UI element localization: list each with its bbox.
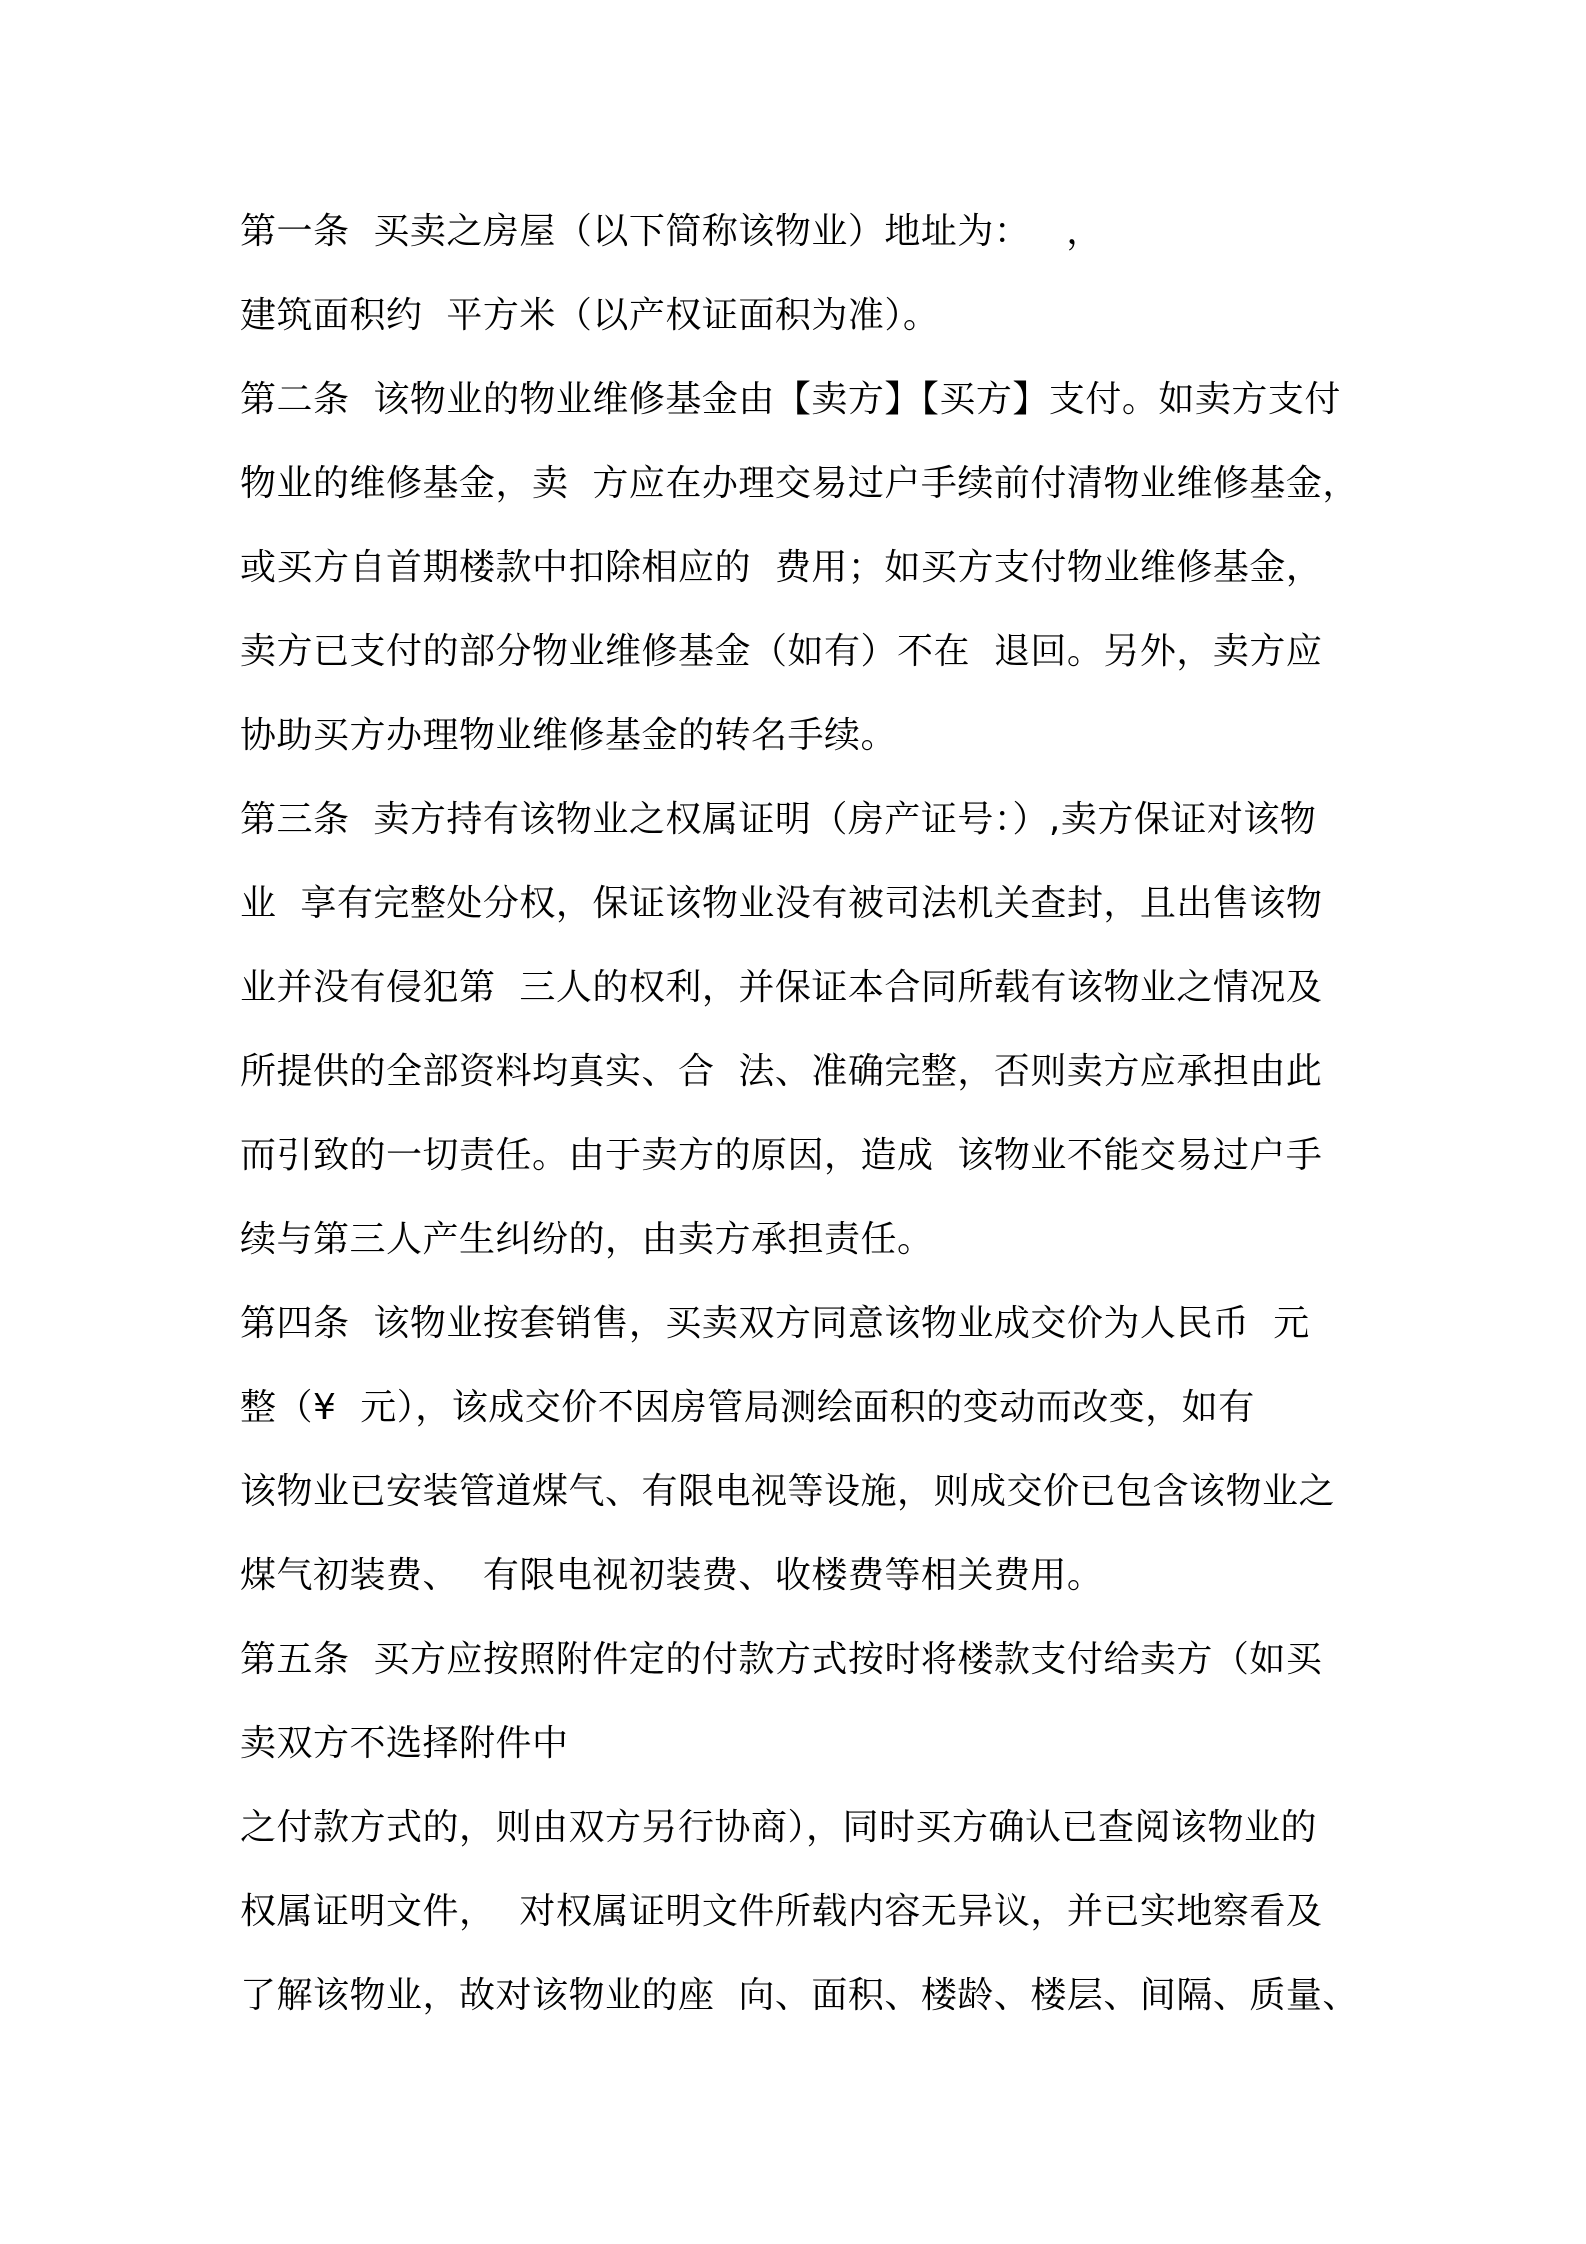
text-line: 所提供的全部资料均真实、合 法、准确完整，否则卖方应承担由此: [240, 1051, 1323, 1092]
text-line: 或买方自首期楼款中扣除相应的 费用；如买方支付物业维修基金，: [240, 547, 1323, 588]
text-line: 第一条 买卖之房屋（以下简称该物业）地址为： ，: [240, 211, 1103, 252]
text-line: 了解该物业，故对该物业的座 向、面积、楼龄、楼层、间隔、质量、: [240, 1975, 1359, 2016]
text-line: 第三条 卖方持有该物业之权属证明（房产证号：）,卖方保证对该物: [240, 799, 1317, 840]
text-line: 业 享有完整处分权，保证该物业没有被司法机关查封，且出售该物: [240, 883, 1323, 924]
text-line: 物业的维修基金，卖 方应在办理交易过户手续前付清物业维修基金，: [240, 463, 1359, 504]
contract-text: [240, 200, 1380, 2048]
text-line: 煤气初装费、 有限电视初装费、收楼费等相关费用。: [240, 1555, 1104, 1596]
text-line: 之付款方式的，则由双方另行协商），同时买方确认已查阅该物业的: [240, 1807, 1318, 1848]
text-line: 续与第三人产生纠纷的，由卖方承担责任。: [240, 1219, 934, 1260]
text-line: 协助买方办理物业维修基金的转名手续。: [240, 715, 898, 756]
text-line: 整（¥ 元），该成交价不因房管局测绘面积的变动而改变，如有: [240, 1387, 1255, 1428]
text-line: 第五条 买方应按照附件定的付款方式按时将楼款支付给卖方（如买: [240, 1639, 1323, 1680]
text-line: 第四条 该物业按套销售，买卖双方同意该物业成交价为人民币 元: [240, 1303, 1310, 1344]
text-line: 而引致的一切责任。由于卖方的原因，造成 该物业不能交易过户手: [240, 1135, 1323, 1176]
text-line: 卖方已支付的部分物业维修基金（如有）不在 退回。另外，卖方应: [240, 631, 1323, 672]
text-line: 该物业已安装管道煤气、有限电视等设施，则成交价已包含该物业之: [240, 1471, 1336, 1512]
text-line: 权属证明文件， 对权属证明文件所载内容无异议，并已实地察看及: [240, 1891, 1323, 1932]
text-line: 业并没有侵犯第 三人的权利，并保证本合同所载有该物业之情况及: [240, 967, 1323, 1008]
text-line: 第二条 该物业的物业维修基金由【卖方】【买方】支付。如卖方支付: [240, 379, 1341, 420]
text-line: 建筑面积约 平方米（以产权证面积为准）。: [240, 295, 940, 336]
text-line: 卖双方不选择附件中: [240, 1723, 569, 1764]
